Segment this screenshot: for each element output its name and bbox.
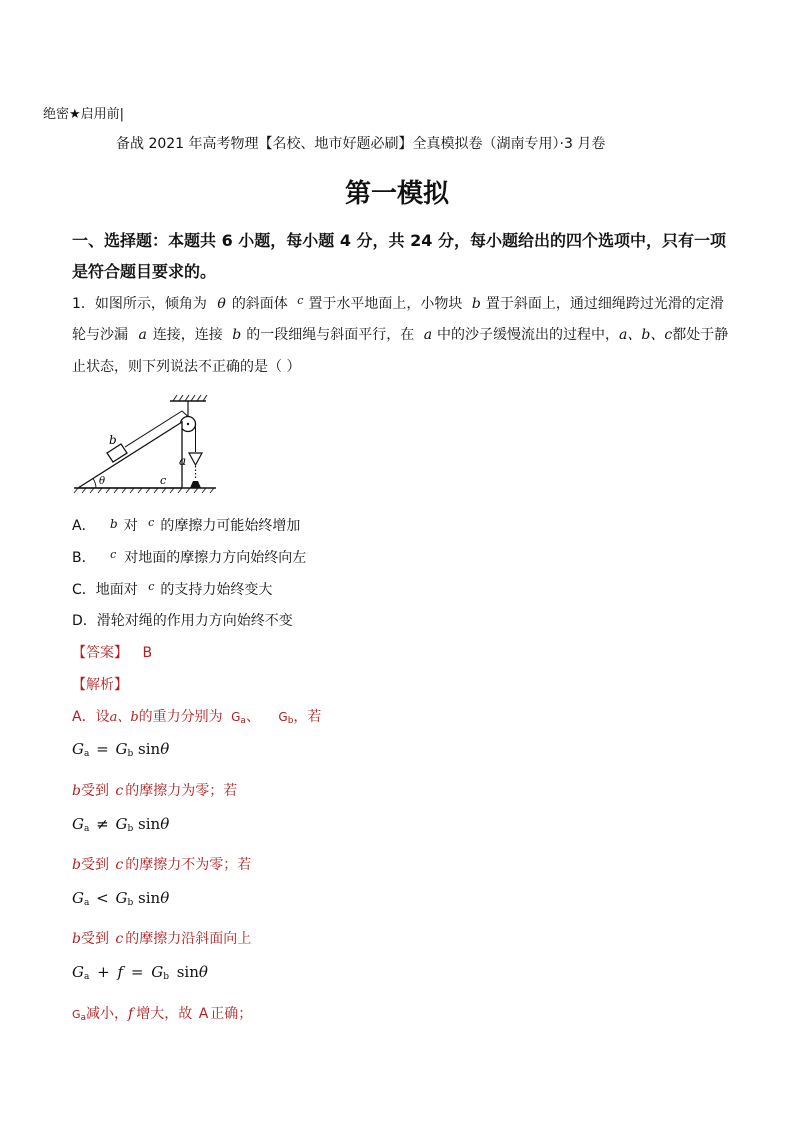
exam-subtitle: 备战 2021 年高考物理【名校、地市好题必刷】全真模拟卷（湖南专用）·3 月卷 [116,136,606,152]
equation-4: $G_a + f = G_b$ sinθ [72,963,208,982]
section-heading-line1: 一、选择题：本题共 6 小题，每小题 4 分，共 24 分，每小题给出的四个选项中，只有一项 [72,231,726,250]
incline-pulley-figure [70,392,220,494]
hourglass-a-label: a [179,454,187,468]
option-a: A． b 对 $^c$ 的摩擦力可能始终增加 [72,516,301,534]
section-heading-line2: 是符合题目要求的。 [72,262,217,281]
theta-label: θ [99,476,106,487]
option-d: D．滑轮对绳的作用力方向始终不变 [72,613,293,629]
analysis-line3: b受到 c 的摩擦力不为零；若 [72,857,252,873]
analysis-line2: b受到 c 的摩擦力为零；若 [72,783,238,799]
equation-3: $G_a < G_b$ sinθ [72,889,170,908]
option-c: C．地面对 $^c$ 的支持力始终变大 [72,580,273,598]
confidential-mark: 绝密★启用前| [43,107,125,122]
answer [72,642,152,662]
equation-1: $G_a = G_b$ sinθ [72,740,170,759]
block-b-label: b [109,433,117,447]
analysis-line1: A．设a、b的重力分别为 $G_a$、 $G_b$，若 [72,709,322,726]
question-line1: 1．如图所示，倾角为 θ 的斜面体 $^c$ 置于水平地面上，小物块 b 置于斜面上，通过细绳跨过光滑的定滑 [72,294,724,312]
page-title: 第一模拟 [344,179,449,209]
answer-value: B [142,645,153,661]
analysis-line4: b受到 c 的摩擦力沿斜面向上 [72,931,252,947]
analysis-label: 【解析】 [72,677,128,693]
equation-2: $G_a \ne G_b$ sinθ [72,815,170,834]
question-line2: 轮与沙漏 a 连接，连接 b 的一段细绳与斜面平行，在 a 中的沙子缓慢流出的过程中，a、b、c都处于静 [72,327,729,343]
answer-label: 【答案】 [72,645,128,661]
option-b: B． $^c$ 对地面的摩擦力方向始终向左 [72,548,307,566]
analysis-conclusion: $G_a$减小，f 增大，故 A 正确； [72,1006,253,1023]
question-line3: 止状态，则下列说法不正确的是（ ） [72,359,301,375]
incline-c-label: c [160,474,167,487]
